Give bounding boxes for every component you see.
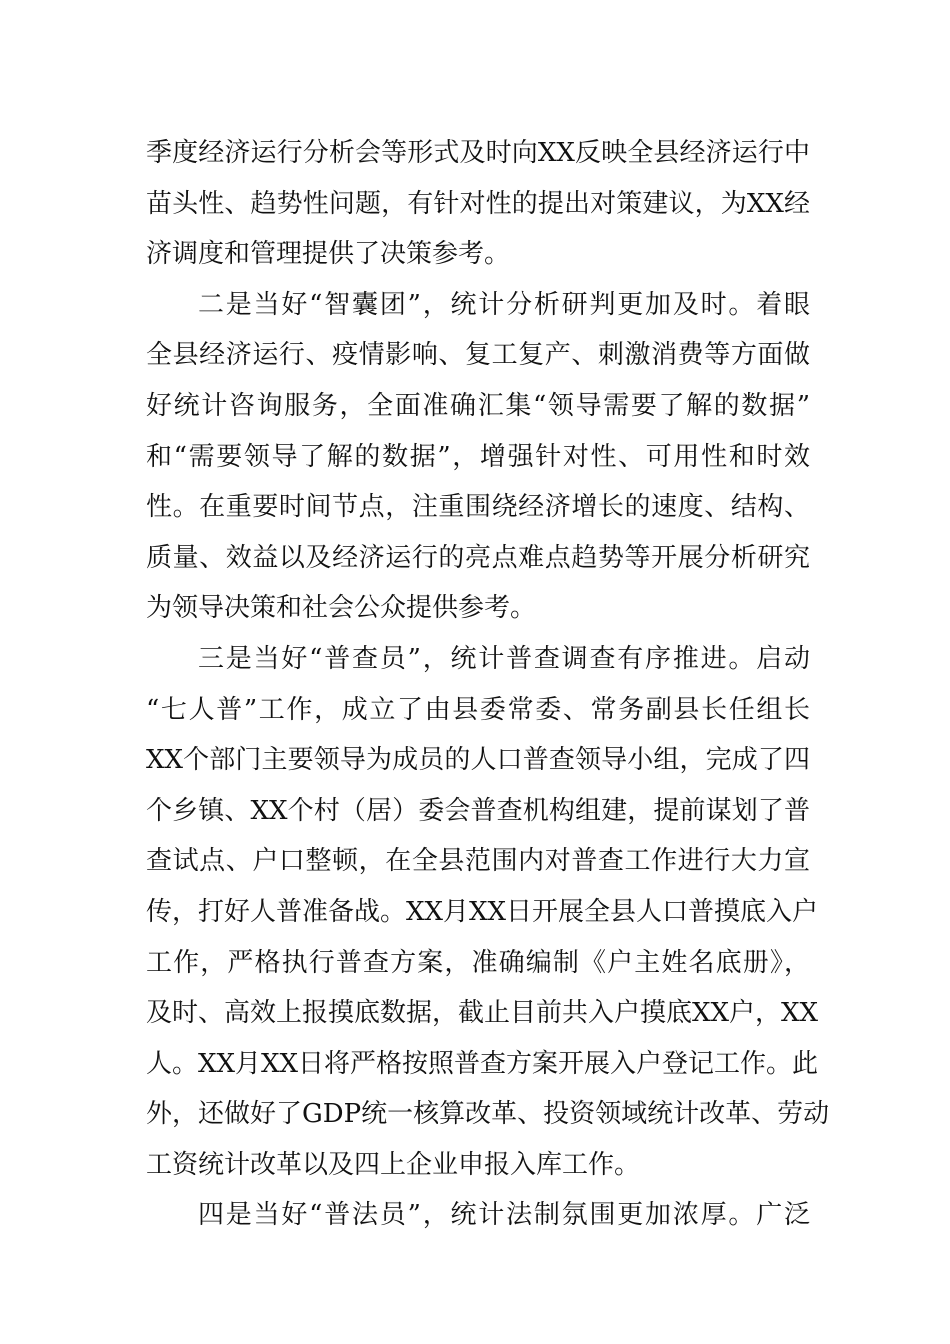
- text-line: 外，还做好了GDP统一核算改革、投资领域统计改革、劳动: [146, 1099, 830, 1130]
- text-line: XX个部门主要领导为成员的人口普查领导小组，完成了四: [146, 745, 810, 776]
- text-line: 及时、高效上报摸底数据，截止目前共入户摸底XX户，XX: [146, 998, 819, 1029]
- paragraph-start-line: 二是当好“智囊团”，统计分析研判更加及时。着眼: [198, 289, 810, 320]
- text-line: 人。XX月XX日将严格按照普查方案开展入户登记工作。此: [146, 1048, 819, 1079]
- text-line: 季度经济运行分析会等形式及时向XX反映全县经济运行中: [146, 138, 810, 168]
- paragraph-start-line: 四是当好“普法员”，统计法制氛围更加浓厚。广泛: [198, 1200, 810, 1231]
- text-line: 传，打好人普准备战。XX月XX日开展全县人口普摸底入户: [146, 896, 819, 927]
- text-line: 查试点、户口整顿，在全县范围内对普查工作进行大力宣: [146, 846, 810, 877]
- text-line: 全县经济运行、疫情影响、复工复产、刺激消费等方面做: [146, 340, 810, 371]
- text-line: 个乡镇、XX个村（居）委会普查机构组建，提前谋划了普: [146, 795, 810, 826]
- text-line: 工资统计改革以及四上企业申报入库工作。: [146, 1149, 641, 1180]
- text-line: 济调度和管理提供了决策参考。: [146, 239, 511, 270]
- text-line: 为领导决策和社会公众提供参考。: [146, 593, 537, 624]
- text-line: 好统计咨询服务，全面准确汇集“领导需要了解的数据”: [146, 390, 810, 421]
- text-line: 性。在重要时间节点，注重围绕经济增长的速度、结构、: [146, 492, 810, 523]
- text-line: 和“需要领导了解的数据”，增强针对性、可用性和时效: [146, 441, 810, 472]
- text-line: 工作，严格执行普查方案，准确编制《户主姓名底册》，: [146, 947, 810, 978]
- text-line: 苗头性、趋势性问题，有针对性的提出对策建议，为XX经: [146, 188, 810, 219]
- text-line: 质量、效益以及经济运行的亮点难点趋势等开展分析研究: [146, 542, 810, 573]
- text-line: “七人普”工作，成立了由县委常委、常务副县长任组长: [146, 694, 810, 725]
- paragraph-start-line: 三是当好“普查员”，统计普查调查有序推进。启动: [198, 643, 810, 674]
- body-text: [146, 128, 830, 1241]
